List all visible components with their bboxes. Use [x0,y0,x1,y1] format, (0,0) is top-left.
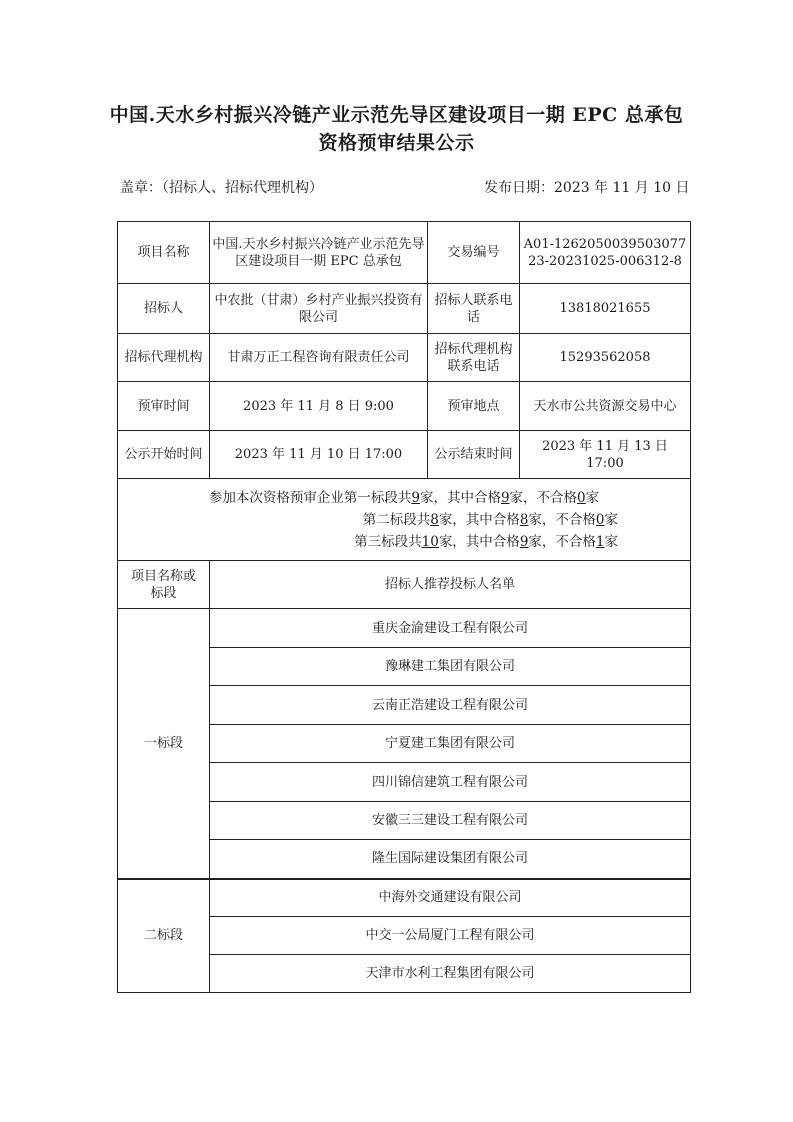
company-row: 中交一公局厦门工程有限公司 [210,917,691,955]
summary-text: 家，其中合格 [438,511,520,528]
summary-text: 家，其中合格 [438,533,520,550]
trade-no-value: A01-126205003950307723-20231025-006312-8 [520,222,691,284]
trade-no-label: 交易编号 [428,222,520,284]
summary-text: 第二标段共 [362,511,431,528]
summary-text: 家，不合格 [528,533,596,550]
summary-line-1 [120,487,688,509]
company-row: 宁夏建工集团有限公司 [210,725,691,763]
project-name-label: 项目名称 [118,222,210,284]
tenderer-label: 招标人 [118,284,210,334]
notice-start-label: 公示开始时间 [118,431,210,479]
section1-label: 一标段 [118,609,210,879]
company-row: 隆生国际建设集团有限公司 [210,840,691,879]
review-time-label: 预审时间 [118,382,210,431]
summary-count: 8 [519,511,529,528]
summary-text: 家 [585,489,600,506]
summary-line-2 [120,509,688,531]
stamp-label: 盖章：（招标人、招标代理机构） [120,180,323,196]
company-row: 云南正浩建设工程有限公司 [210,686,691,725]
section2-label: 二标段 [118,879,210,993]
summary-count: 8 [430,511,439,528]
summary-text: 参加本次资格预审企业第一标段共 [208,489,412,506]
company-row: 四川锦信建筑工程有限公司 [210,763,691,802]
project-name-value: 中国.天水乡村振兴冷链产业示范先导区建设项目一期 EPC 总承包 [210,222,428,284]
company-row: 中海外交通建设有限公司 [210,879,691,917]
review-place-label: 预审地点 [428,382,520,431]
summary-text: 家 [604,511,618,528]
summary-text: 家，不合格 [528,511,596,528]
tenderer-phone-value: 13818021655 [520,284,691,334]
summary-count: 9 [411,489,420,506]
section-header-label: 项目名称或标段 [118,561,210,609]
review-place-value: 天水市公共资源交易中心 [520,382,691,431]
tenderer-value: 中农批（甘肃）乡村产业振兴投资有限公司 [210,284,428,334]
agency-phone-value: 15293562058 [520,334,691,382]
summary-count: 0 [577,489,586,506]
summary-line-3 [120,531,688,553]
list-header-label: 招标人推荐投标人名单 [210,561,691,609]
company-row: 天津市水利工程集团有限公司 [210,955,691,993]
notice-start-value: 2023 年 11 月 10 日 17:00 [210,431,428,479]
summary-text: 第三标段共 [354,533,422,550]
review-time-value: 2023 年 11 月 8 日 9:00 [210,382,428,431]
notice-end-value: 2023 年 11 月 13 日 17:00 [520,431,691,479]
result-table [117,221,691,561]
summary-count: 0 [595,511,605,528]
agency-label: 招标代理机构 [118,334,210,382]
summary-text: 家，其中合格 [419,489,501,506]
summary-count: 10 [421,533,439,550]
publish-date: 发布日期：2023 年 11 月 10 日 [484,180,690,196]
summary-count: 9 [519,533,529,550]
summary-text: 家，不合格 [509,489,578,506]
notice-end-label: 公示结束时间 [428,431,520,479]
summary-cell [118,479,691,561]
company-row: 豫琳建工集团有限公司 [210,648,691,686]
summary-count: 9 [500,489,510,506]
recommended-list-table [117,560,691,993]
agency-value: 甘肃万正工程咨询有限责任公司 [210,334,428,382]
company-row: 重庆金渝建设工程有限公司 [210,609,691,648]
document-title-line1: 中国.天水乡村振兴冷链产业示范先导区建设项目一期 EPC 总承包 [109,104,684,126]
agency-phone-label: 招标代理机构联系电话 [428,334,520,382]
summary-text: 家 [604,533,618,550]
tenderer-phone-label: 招标人联系电话 [428,284,520,334]
summary-count: 1 [595,533,605,550]
company-row: 安徽三三建设工程有限公司 [210,802,691,840]
document-title-line2: 资格预审结果公示 [318,132,475,154]
